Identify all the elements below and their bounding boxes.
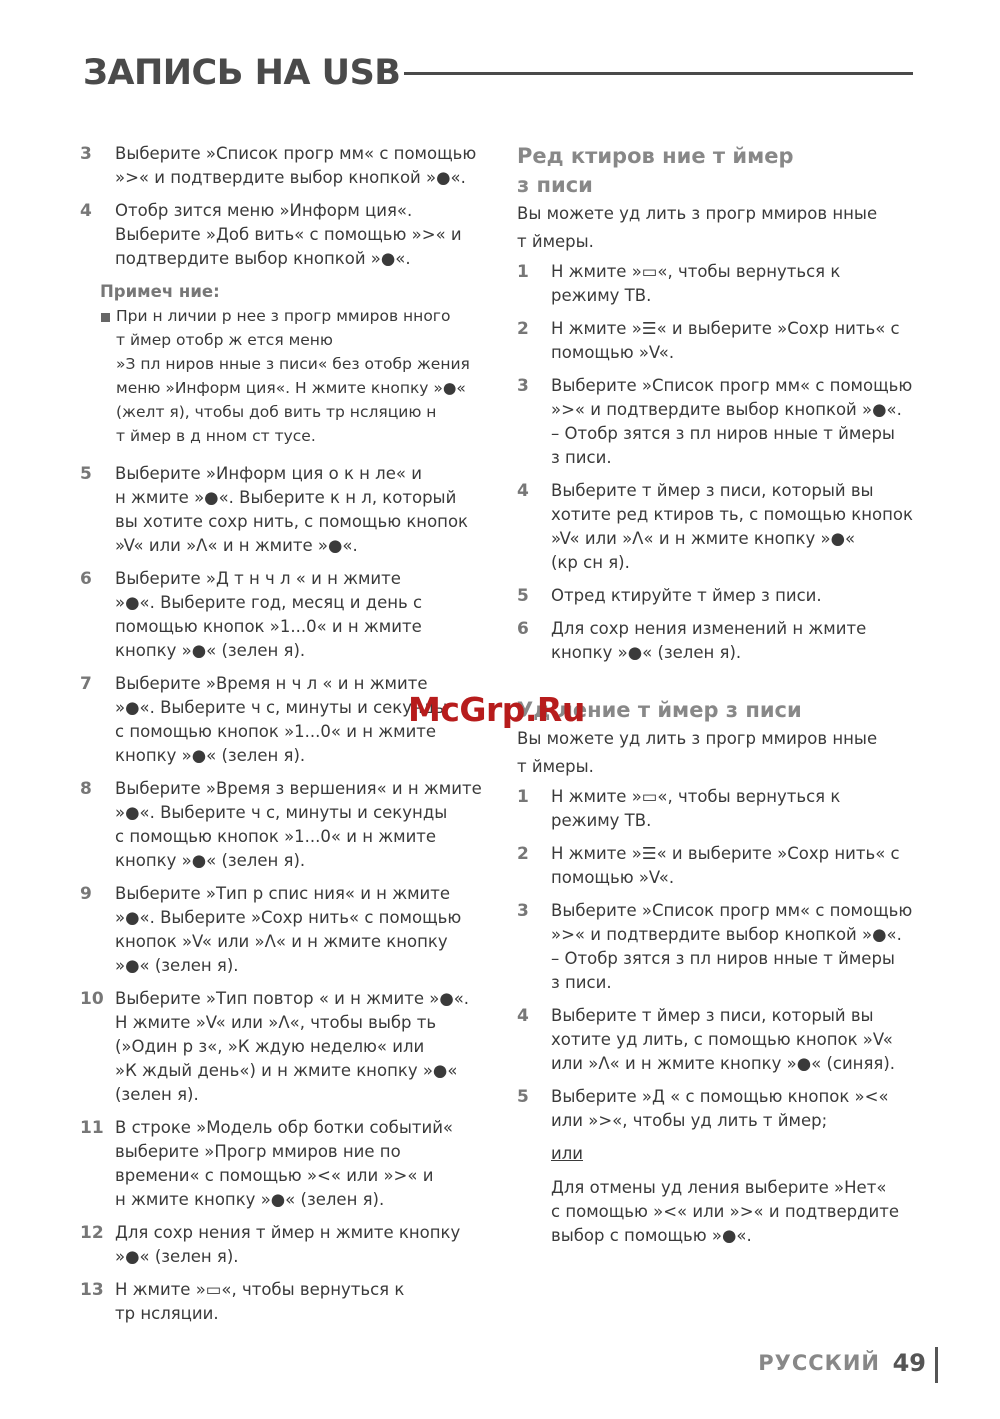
step-text: выберите »Прогр ммиров ние по: [115, 1142, 401, 1161]
step-number: 6: [517, 619, 529, 639]
square-bullet-icon: [101, 313, 110, 322]
note-title: Примеч ние:: [100, 282, 220, 301]
section-heading-line: з писи: [517, 173, 593, 197]
step-number: 4: [80, 201, 92, 221]
note-line: т ймер в д нном ст тусе.: [116, 427, 316, 445]
note-line: (желт я), чтобы доб вить тр нсляцию н: [116, 403, 437, 421]
step-text: Выберите »Время з вершения« и н жмите: [115, 779, 482, 798]
step-number: 10: [80, 989, 104, 1009]
step-text: Н жмите »V« или »Λ«, чтобы выбр ть: [115, 1013, 437, 1032]
intro-line: т ймеры.: [517, 757, 594, 776]
title-rule: [373, 72, 913, 75]
step-text: »●«. Выберите год, месяц и день с: [115, 593, 423, 612]
step-item: [80, 777, 490, 873]
cancel-line: с помощью »<« или »>« и подтвердите: [551, 1202, 900, 1221]
note-line: »З пл ниров нные з писи« без отобр жения: [116, 355, 470, 373]
steps-list-a: [80, 142, 490, 271]
step-item: [517, 374, 927, 470]
step-subnote: – Отобр зятся з пл ниров нные т ймеры: [551, 424, 895, 443]
step-number: 5: [80, 464, 92, 484]
step-item: [80, 882, 490, 978]
step-subnote: – Отобр зятся з пл ниров нные т ймеры: [551, 949, 895, 968]
step-text: »V« или »Λ« и н жмите кнопку »●«: [551, 529, 856, 548]
step-text: »●«. Выберите »Сохр нить« с помощью: [115, 908, 462, 927]
step-item: [517, 1085, 927, 1133]
step-text: тр нсляции.: [115, 1304, 219, 1323]
step-subnote: з писи.: [551, 448, 612, 467]
note-box: [100, 280, 490, 448]
step-text: кнопку »●« (зелен я).: [115, 851, 306, 870]
step-text: времени« с помощью »<« или »>« и: [115, 1166, 434, 1185]
step-text: Н жмите »▭«, чтобы вернуться к: [551, 787, 841, 806]
step-number: 11: [80, 1118, 104, 1138]
step-number: 5: [517, 586, 529, 606]
step-number: 12: [80, 1223, 104, 1243]
step-text: »●« (зелен я).: [115, 1247, 239, 1266]
page-number: 49: [892, 1349, 926, 1377]
step-text: Н жмите »☰« и выберите »Сохр нить« с: [551, 319, 900, 338]
section-intro-delete: [517, 725, 927, 781]
step-text: Выберите »Доб вить« с помощью »>« и: [115, 225, 462, 244]
step-item: [517, 899, 927, 995]
step-text: с помощью кнопок »1...0« и н жмите: [115, 827, 437, 846]
step-item: [517, 260, 927, 308]
note-body: [100, 304, 490, 448]
step-number: 4: [517, 481, 529, 501]
cancel-line: выбор с помощью »●«.: [551, 1226, 752, 1245]
step-text: »К ждый день«) и н жмите кнопку »●«: [115, 1061, 458, 1080]
step-number: 3: [517, 901, 529, 921]
steps-list-b: [80, 462, 490, 1326]
step-text: Н жмите »☰« и выберите »Сохр нить« с: [551, 844, 900, 863]
note-line: т ймер отобр ж ется меню: [116, 331, 333, 349]
step-text: помощью »V«.: [551, 343, 675, 362]
step-text: Выберите »Список прогр мм« с помощью: [551, 376, 913, 395]
step-number: 4: [517, 1006, 529, 1026]
step-text: с помощью кнопок »1...0« и н жмите: [115, 722, 437, 741]
step-text: н жмите »●«. Выберите к н л, который: [115, 488, 457, 507]
note-lines: [116, 304, 490, 448]
step-number: 2: [517, 319, 529, 339]
step-number: 5: [517, 1087, 529, 1107]
step-item: [517, 479, 927, 575]
step-text: кнопку »●« (зелен я).: [115, 641, 306, 660]
step-text: Н жмите »▭«, чтобы вернуться к: [115, 1280, 405, 1299]
steps-list-edit: [517, 260, 927, 665]
step-item: [517, 584, 927, 608]
step-text: Выберите »Время н ч л « и н жмите: [115, 674, 428, 693]
intro-line: Вы можете уд лить з прогр ммиров нные: [517, 729, 878, 748]
section-heading-line: Уд ление т ймер з писи: [517, 698, 802, 722]
step-number: 7: [80, 674, 92, 694]
step-text: »>« и подтвердите выбор кнопкой »●«.: [551, 400, 902, 419]
steps-list-delete: [517, 785, 927, 1133]
page-header: [83, 50, 913, 100]
step-item: [80, 199, 490, 271]
step-item: [80, 462, 490, 558]
step-item: [80, 142, 490, 190]
step-item: [80, 1221, 490, 1269]
step-text: Выберите »Д т н ч л « и н жмите: [115, 569, 401, 588]
step-item: [517, 617, 927, 665]
step-text: н жмите кнопку »●« (зелен я).: [115, 1190, 385, 1209]
step-text: »●« (зелен я).: [115, 956, 239, 975]
section-heading-line: Ред ктиров ние т ймер: [517, 144, 794, 168]
step-text: »●«. Выберите ч с, минуты и секунды: [115, 698, 448, 717]
watermark: McGrp.Ru: [408, 690, 585, 729]
step-text: »V« или »Λ« и н жмите »●«.: [115, 536, 358, 555]
step-number: 2: [517, 844, 529, 864]
footer-bar: [935, 1347, 938, 1383]
footer-language: РУССКИЙ: [758, 1351, 880, 1375]
step-text: Отобр зится меню »Информ ция«.: [115, 201, 413, 220]
step-text: или »>«, чтобы уд лить т ймер;: [551, 1111, 828, 1130]
page-title: ЗАПИСЬ НА USB: [83, 50, 404, 96]
step-text: Выберите »Список прогр мм« с помощью: [551, 901, 913, 920]
step-item: [517, 317, 927, 365]
intro-line: т ймеры.: [517, 232, 594, 251]
or-label: или: [551, 1144, 583, 1163]
step-text: режиму ТВ.: [551, 811, 652, 830]
step-text: кнопку »●« (зелен я).: [115, 746, 306, 765]
note-line: При н личии р нее з прогр ммиров нного: [116, 307, 451, 325]
step-number: 1: [517, 262, 529, 282]
step-text: (»Один р з«, »К ждую неделю« или: [115, 1037, 425, 1056]
note-line: меню »Информ ция«. Н жмите кнопку »●«: [116, 379, 466, 397]
step-number: 3: [80, 144, 92, 164]
step-text: хотите ред ктиров ть, с помощью кнопок: [551, 505, 913, 524]
step-number: 8: [80, 779, 92, 799]
step-item: [80, 1278, 490, 1326]
step-text: режиму ТВ.: [551, 286, 652, 305]
left-column: [80, 142, 490, 1335]
step-number: 9: [80, 884, 92, 904]
cancel-instructions: [551, 1176, 927, 1248]
step-number: 6: [80, 569, 92, 589]
step-item: [80, 1116, 490, 1212]
step-text: Выберите »Информ ция о к н ле« и: [115, 464, 422, 483]
section-heading-edit: [517, 142, 927, 200]
step-item: [80, 567, 490, 663]
step-item: [517, 1004, 927, 1076]
step-number: 1: [517, 787, 529, 807]
step-text: (зелен я).: [115, 1085, 199, 1104]
step-text: Выберите »Список прогр мм« с помощью: [115, 144, 477, 163]
step-text: кнопку »●« (зелен я).: [551, 643, 742, 662]
step-text: »>« и подтвердите выбор кнопкой »●«.: [551, 925, 902, 944]
cancel-line: Для отмены уд ления выберите »Нет«: [551, 1178, 887, 1197]
step-text: хотите уд лить, с помощью кнопок »V«: [551, 1030, 893, 1049]
step-text: Выберите »Д « с помощью кнопок »<«: [551, 1087, 889, 1106]
step-text: Для сохр нения изменений н жмите: [551, 619, 867, 638]
step-text: кнопок »V« или »Λ« и н жмите кнопку: [115, 932, 448, 951]
step-text: подтвердите выбор кнопкой »●«.: [115, 249, 411, 268]
step-item: [517, 785, 927, 833]
step-text: помощью кнопок »1...0« и н жмите: [115, 617, 422, 636]
step-text: Выберите т ймер з писи, который вы: [551, 1006, 874, 1025]
step-item: [80, 987, 490, 1107]
step-text: Выберите т ймер з писи, который вы: [551, 481, 874, 500]
step-number: 3: [517, 376, 529, 396]
step-text: В строке »Модель обр ботки событий«: [115, 1118, 454, 1137]
step-text: »>« и подтвердите выбор кнопкой »●«.: [115, 168, 466, 187]
step-text: помощью »V«.: [551, 868, 675, 887]
step-text: или »Λ« и н жмите кнопку »●« (синяя).: [551, 1054, 896, 1073]
section-intro-edit: [517, 200, 927, 256]
step-subnote: з писи.: [551, 973, 612, 992]
step-text: Для сохр нения т ймер н жмите кнопку: [115, 1223, 461, 1242]
step-text: Отред ктируйте т ймер з писи.: [551, 586, 822, 605]
step-item: [517, 842, 927, 890]
step-text: Н жмите »▭«, чтобы вернуться к: [551, 262, 841, 281]
step-text: Выберите »Тип повтор « и н жмите »●«.: [115, 989, 470, 1008]
step-text: (кр сн я).: [551, 553, 630, 572]
step-text: Выберите »Тип р спис ния« и н жмите: [115, 884, 451, 903]
step-text: »●«. Выберите ч с, минуты и секунды: [115, 803, 448, 822]
step-number: 13: [80, 1280, 104, 1300]
step-text: вы хотите сохр нить, с помощью кнопок: [115, 512, 469, 531]
intro-line: Вы можете уд лить з прогр ммиров нные: [517, 204, 878, 223]
